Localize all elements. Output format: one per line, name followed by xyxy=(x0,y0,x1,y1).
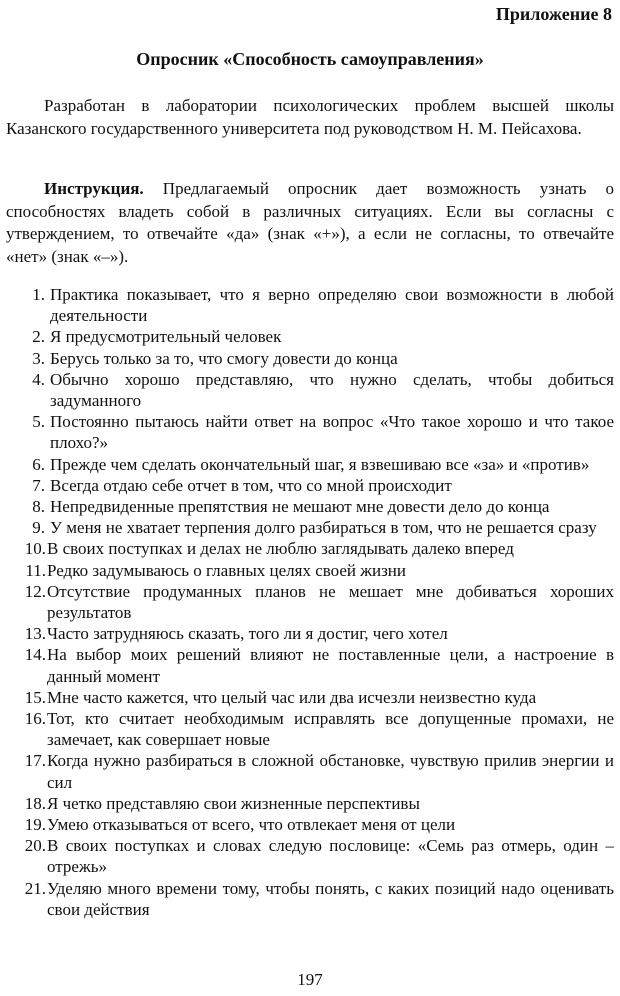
question-number: 19. xyxy=(24,815,46,835)
question-text: Непредвиденные препятствия не мешают мне довести дело до конца xyxy=(50,497,550,517)
instruction-label: Инструкция. xyxy=(44,179,144,198)
question-item xyxy=(6,538,614,559)
question-number: 15. xyxy=(24,687,46,707)
question-number: 18. xyxy=(24,793,46,813)
question-text: Тот, кто считает необходимым исправлять все допущенные промахи, не замечает, как совершает новые xyxy=(47,709,614,750)
question-number: 8. xyxy=(32,497,45,517)
question-number: 12. xyxy=(24,581,46,601)
question-item xyxy=(6,496,614,517)
question-number: 11. xyxy=(25,560,46,580)
question-number: 10. xyxy=(24,539,46,559)
question-item xyxy=(6,644,614,686)
question-number: 17. xyxy=(24,751,46,771)
question-text: Прежде чем сделать окончательный шаг, я взвешиваю все «за» и «против» xyxy=(50,454,590,474)
question-number: 2. xyxy=(32,327,45,347)
question-text: Я четко представляю свои жизненные перспективы xyxy=(47,793,420,813)
question-text: В своих поступках и делах не люблю заглядывать далеко вперед xyxy=(47,539,514,559)
question-item xyxy=(6,750,614,792)
question-number: 21. xyxy=(24,878,46,898)
question-item xyxy=(6,581,614,623)
question-item xyxy=(6,348,614,369)
question-item xyxy=(6,793,614,814)
instruction-text: Предлагаемый опросник дает возможность узнать о способностях владеть собой в различных ситуациях. Если вы согласны с утверждением, то отвечайте «да» (знак «+»), а если не согласны, то отвечайте «нет» (знак «–»). xyxy=(6,179,614,266)
question-text: В своих поступках и словах следую пословице: «Семь раз отмерь, один – отрежь» xyxy=(47,836,614,877)
question-number: 20. xyxy=(24,836,46,856)
question-text: Часто затрудняюсь сказать, того ли я достиг, чего хотел xyxy=(47,624,448,644)
question-text: Когда нужно разбираться в сложной обстановке, чувствую прилив энергии и сил xyxy=(47,751,614,792)
question-number: 6. xyxy=(32,454,45,474)
question-item xyxy=(6,369,614,411)
question-item xyxy=(6,517,614,538)
appendix-heading: Приложение 8 xyxy=(495,4,612,24)
question-item xyxy=(6,475,614,496)
question-item xyxy=(6,687,614,708)
question-number: 1. xyxy=(32,285,45,304)
question-text: Уделяю много времени тому, чтобы понять, с каких позиций надо оценивать свои действия xyxy=(47,878,614,919)
question-item xyxy=(6,878,614,920)
question-number: 13. xyxy=(24,624,46,644)
question-number: 4. xyxy=(32,369,45,389)
intro-paragraph: Разработан в лаборатории психологических проблем высшей школы Казанского государственного университета под руководством Н. М. Пейсахова. xyxy=(6,96,614,138)
question-text: Берусь только за то, что смогу довести до конца xyxy=(50,348,398,368)
question-item xyxy=(6,560,614,581)
question-number: 5. xyxy=(32,412,45,432)
question-item xyxy=(6,814,614,835)
question-text: Всегда отдаю себе отчет в том, что со мной происходит xyxy=(50,475,452,495)
question-item xyxy=(6,284,614,326)
question-text: Практика показывает, что я верно определяю свои возможности в любой деятельности xyxy=(50,285,614,326)
question-text: Обычно хорошо представляю, что нужно сделать, чтобы добиться задуманного xyxy=(50,369,614,411)
question-text: Я предусмотрительный человек xyxy=(50,327,282,347)
question-list xyxy=(6,284,614,920)
question-text: Постоянно пытаюсь найти ответ на вопрос «Что такое хорошо и что такое плохо?» xyxy=(50,412,614,453)
question-item xyxy=(6,623,614,644)
question-number: 16. xyxy=(24,709,46,729)
question-text: Отсутствие продуманных планов не мешает мне добиваться хороших результатов xyxy=(47,581,614,623)
question-text: Редко задумываюсь о главных целях своей жизни xyxy=(47,560,407,580)
question-text: Мне часто кажется, что целый час или два исчезли неизвестно куда xyxy=(47,687,537,707)
question-number: 3. xyxy=(32,348,45,368)
instruction-paragraph xyxy=(6,178,614,268)
question-number: 7. xyxy=(32,475,45,495)
question-number: 9. xyxy=(32,518,45,538)
question-item xyxy=(6,835,614,877)
question-item xyxy=(6,708,614,750)
question-text: На выбор моих решений влияют не поставленные цели, а настроение в данный момент xyxy=(47,645,614,686)
question-text: Умею отказываться от всего, что отвлекает меня от цели xyxy=(47,815,456,835)
question-item xyxy=(6,454,614,475)
question-number: 14. xyxy=(24,645,46,665)
page-number: 197 xyxy=(297,970,323,989)
question-item xyxy=(6,411,614,453)
question-text: У меня не хватает терпения долго разбираться в том, что не решается сразу xyxy=(50,518,597,538)
question-item xyxy=(6,326,614,347)
page-title: Опросник «Способность самоуправления» xyxy=(136,49,484,69)
